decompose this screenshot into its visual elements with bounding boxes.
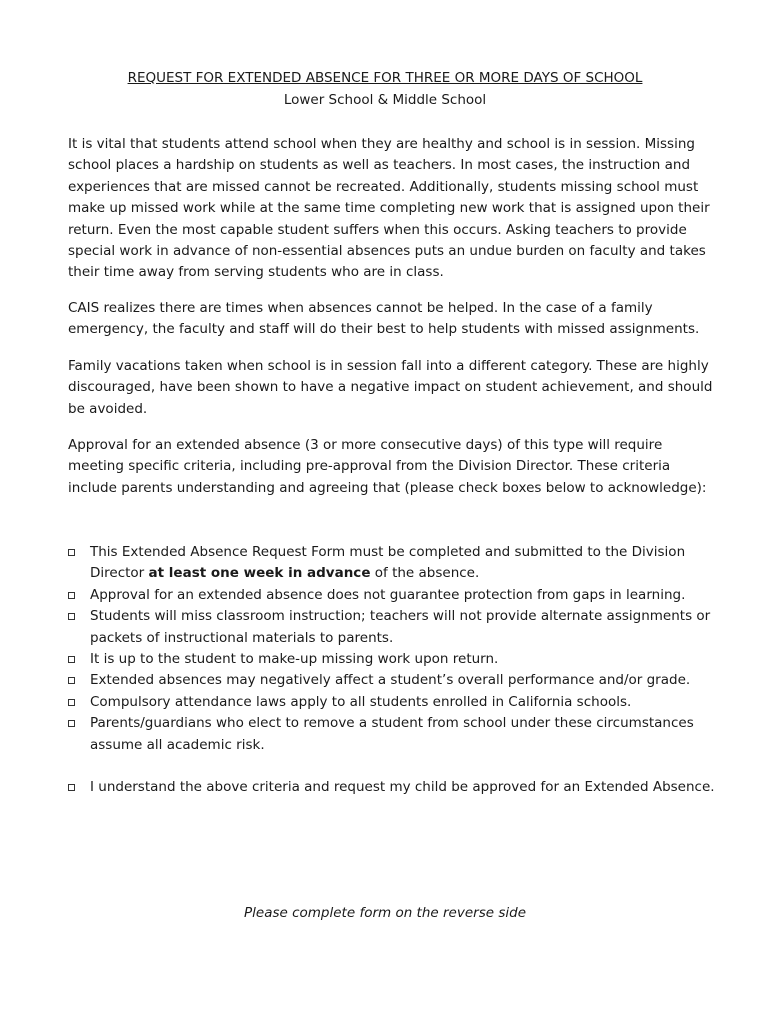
document-title: REQUEST FOR EXTENDED ABSENCE FOR THREE OR MORE DAYS OF SCHOOL (127, 70, 643, 86)
criteria-text-bold: at least one week in advance (148, 565, 371, 582)
acknowledgement-checklist (68, 777, 718, 798)
checkbox[interactable] (68, 699, 75, 706)
checkbox[interactable] (68, 720, 75, 727)
acknowledgement-item (68, 777, 718, 798)
checkbox[interactable] (68, 656, 75, 663)
criteria-text-post: of the absence. (370, 565, 480, 582)
checkbox[interactable] (68, 549, 75, 556)
criteria-text: Parents/guardians who elect to remove a student from school under these circumstances assume all academic risk. (90, 715, 694, 753)
criteria-item-form-submission (68, 542, 718, 585)
checkbox[interactable] (68, 592, 75, 599)
paragraph-attendance-importance: It is vital that students attend school when they are healthy and school is in session. Missing school places a hardship on students as well as teachers. In most cases, the instruction and experiences that are missed cannot be recreated. Additionally, students missing school must make up missed work while at the same time completing new work that is assigned upon their return. Even the most capable student suffers when this occurs. Asking teachers to provide special work in advance of non-essential absences puts an undue burden on faculty and takes their time away from serving students who are in class. (68, 136, 710, 281)
paragraph-approval-criteria: Approval for an extended absence (3 or more consecutive days) of this type will require meeting specific criteria, including pre-approval from the Division Director. These criteria include parents understanding and agreeing that (please check boxes below to acknowledge): (68, 437, 707, 496)
criteria-text: Approval for an extended absence does not guarantee protection from gaps in learning. (90, 586, 686, 603)
criteria-item-no-guarantee (68, 585, 718, 606)
criteria-item-performance-impact (68, 670, 718, 691)
criteria-checklist (68, 542, 718, 756)
criteria-text-pre: This Extended Absence Request Form must be completed and submitted to the Division Director (90, 544, 686, 582)
criteria-text: Compulsory attendance laws apply to all students enrolled in California schools. (90, 693, 632, 710)
paragraph-emergencies: CAIS realizes there are times when absences cannot be helped. In the case of a family emergency, the faculty and staff will do their best to help students with missed assignments. (68, 300, 700, 338)
criteria-text: It is up to the student to make-up missing work upon return. (90, 651, 499, 668)
paragraph-family-vacations: Family vacations taken when school is in session fall into a different category. These are highly discouraged, have been shown to have a negative impact on student achievement, and should be avoided. (68, 358, 713, 417)
criteria-text: Students will miss classroom instruction; teachers will not provide alternate assignments or packets of instructional materials to parents. (90, 608, 711, 646)
document-subtitle: Lower School & Middle School (283, 92, 487, 108)
checkbox[interactable] (68, 613, 75, 620)
checkbox[interactable] (68, 784, 75, 791)
acknowledgement-text: I understand the above criteria and request my child be approved for an Extended Absence. (90, 779, 715, 795)
criteria-text: Extended absences may negatively affect a student’s overall performance and/or grade. (90, 672, 691, 689)
criteria-item-missed-instruction (68, 606, 718, 649)
criteria-item-attendance-laws (68, 692, 718, 713)
checkbox[interactable] (68, 677, 75, 684)
footer-note: Please complete form on the reverse side (244, 905, 526, 921)
criteria-item-makeup-work (68, 649, 718, 670)
criteria-item-academic-risk (68, 713, 718, 756)
